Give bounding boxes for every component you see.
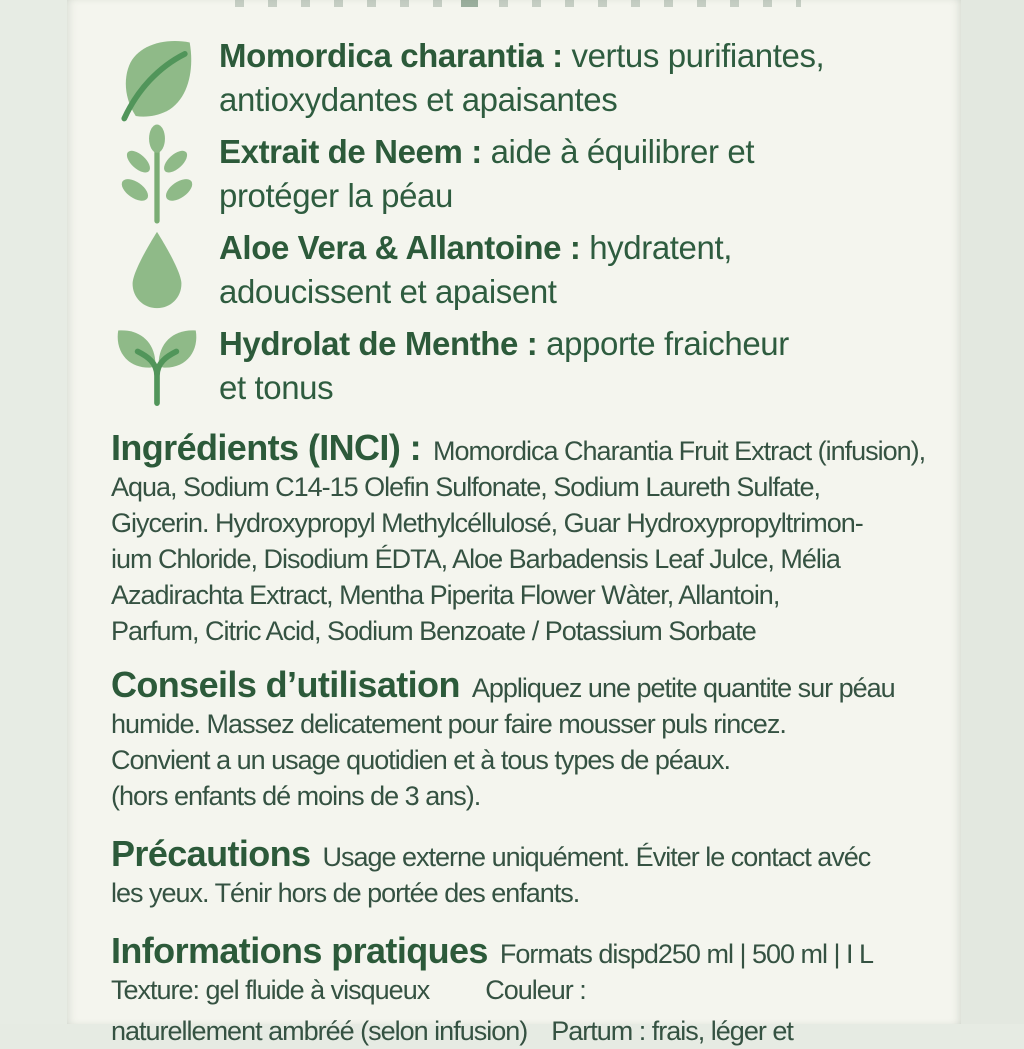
texture-couleur-line [111,972,949,1008]
usage-line: (hors enfants dé moins de 3 ans). [111,781,481,811]
list-item [111,318,949,414]
precautions-heading: Précautions [111,833,311,874]
ingredients-line: Giycerin. Hydroxypropyl Methylcéllulosé, Guar Hydroxypropyltrimon- [111,508,863,538]
sprout-icon [111,319,203,413]
ingredient-benefit-line2: antioxydantes et apaisantes [219,81,618,118]
list-item [111,126,949,222]
leaf-icon [111,31,203,125]
couleur-parfum-line [111,1013,949,1049]
product-label [67,0,961,1046]
usage-line: Appliquez une petite quantite sur péau [471,673,895,703]
ingredient-benefit-line2: adoucissent et apaisent [219,273,557,310]
cropped-text-fragments [235,0,801,7]
usage-section [111,664,949,814]
ingredients-line: Parfum, Citric Acid, Sodium Benzoate / Potassium Sorbate [111,616,756,646]
label-sections [111,427,949,1049]
couleur-value: naturellement ambréé (selon infusion) [111,1016,528,1046]
ingredients-line: Aqua, Sodium C14-15 Olefin Sulfonate, Sodium Laureth Sulfate, [111,472,820,502]
ingredients-section [111,427,949,649]
texture-value: Texture: gel fluide à visqueux [111,975,430,1005]
ingredients-line: ium Chloride, Disodium ÉDTA, Aloe Barbadensis Leaf Julce, Mélia [111,544,840,574]
ingredient-benefit: aide à équilibrer et [490,133,755,170]
practical-info-section [111,930,949,1049]
ingredient-name: Hydrolat de Menthe : [219,325,538,362]
branch-icon [111,127,203,221]
couleur-label: Couleur : [485,975,586,1005]
precautions-line: les yeux. Ténir hors de portée des enfants. [111,878,580,908]
list-item-text [219,130,949,218]
list-item-text [219,226,949,314]
key-actives-list [111,0,949,414]
usage-line: Convient a un usage quotidien et à tous types de péaux. [111,745,730,775]
list-item-text [219,34,949,122]
ingredient-benefit: hydratent, [589,229,732,266]
usage-line: humide. Massez delicatement pour faire mousser puls rincez. [111,709,786,739]
ingredient-name: Aloe Vera & Allantoine : [219,229,581,266]
formats-value: Formats dispd250 ml | 500 ml | I L [499,939,874,969]
precautions-section [111,833,949,911]
ingredient-benefit-line2: protéger la péau [219,177,453,214]
ingredient-benefit: apporte fraicheur [546,325,789,362]
usage-heading: Conseils d’utilisation [111,664,460,705]
parfum-value: Partum : frais, léger et [551,1016,793,1046]
ingredients-heading: Ingrédients (INCI) : [111,427,421,468]
droplet-icon [111,223,203,317]
list-item [111,222,949,318]
ingredient-benefit: vertus purifiantes, [571,37,825,74]
ingredients-line: Momordica Charantia Fruit Extract (infusion), [433,436,926,466]
precautions-line: Usage externe uniquément. Éviter le contact avéc [322,842,871,872]
ingredients-line: Azadirachta Extract, Mentha Piperita Flower Wàter, Allantoin, [111,580,780,610]
practical-info-heading: Informations pratiques [111,930,488,971]
list-item-text [219,322,949,410]
ingredient-benefit-line2: et tonus [219,369,334,406]
ingredient-name: Extrait de Neem : [219,133,482,170]
list-item [111,30,949,126]
ingredient-name: Momordica charantia : [219,37,563,74]
